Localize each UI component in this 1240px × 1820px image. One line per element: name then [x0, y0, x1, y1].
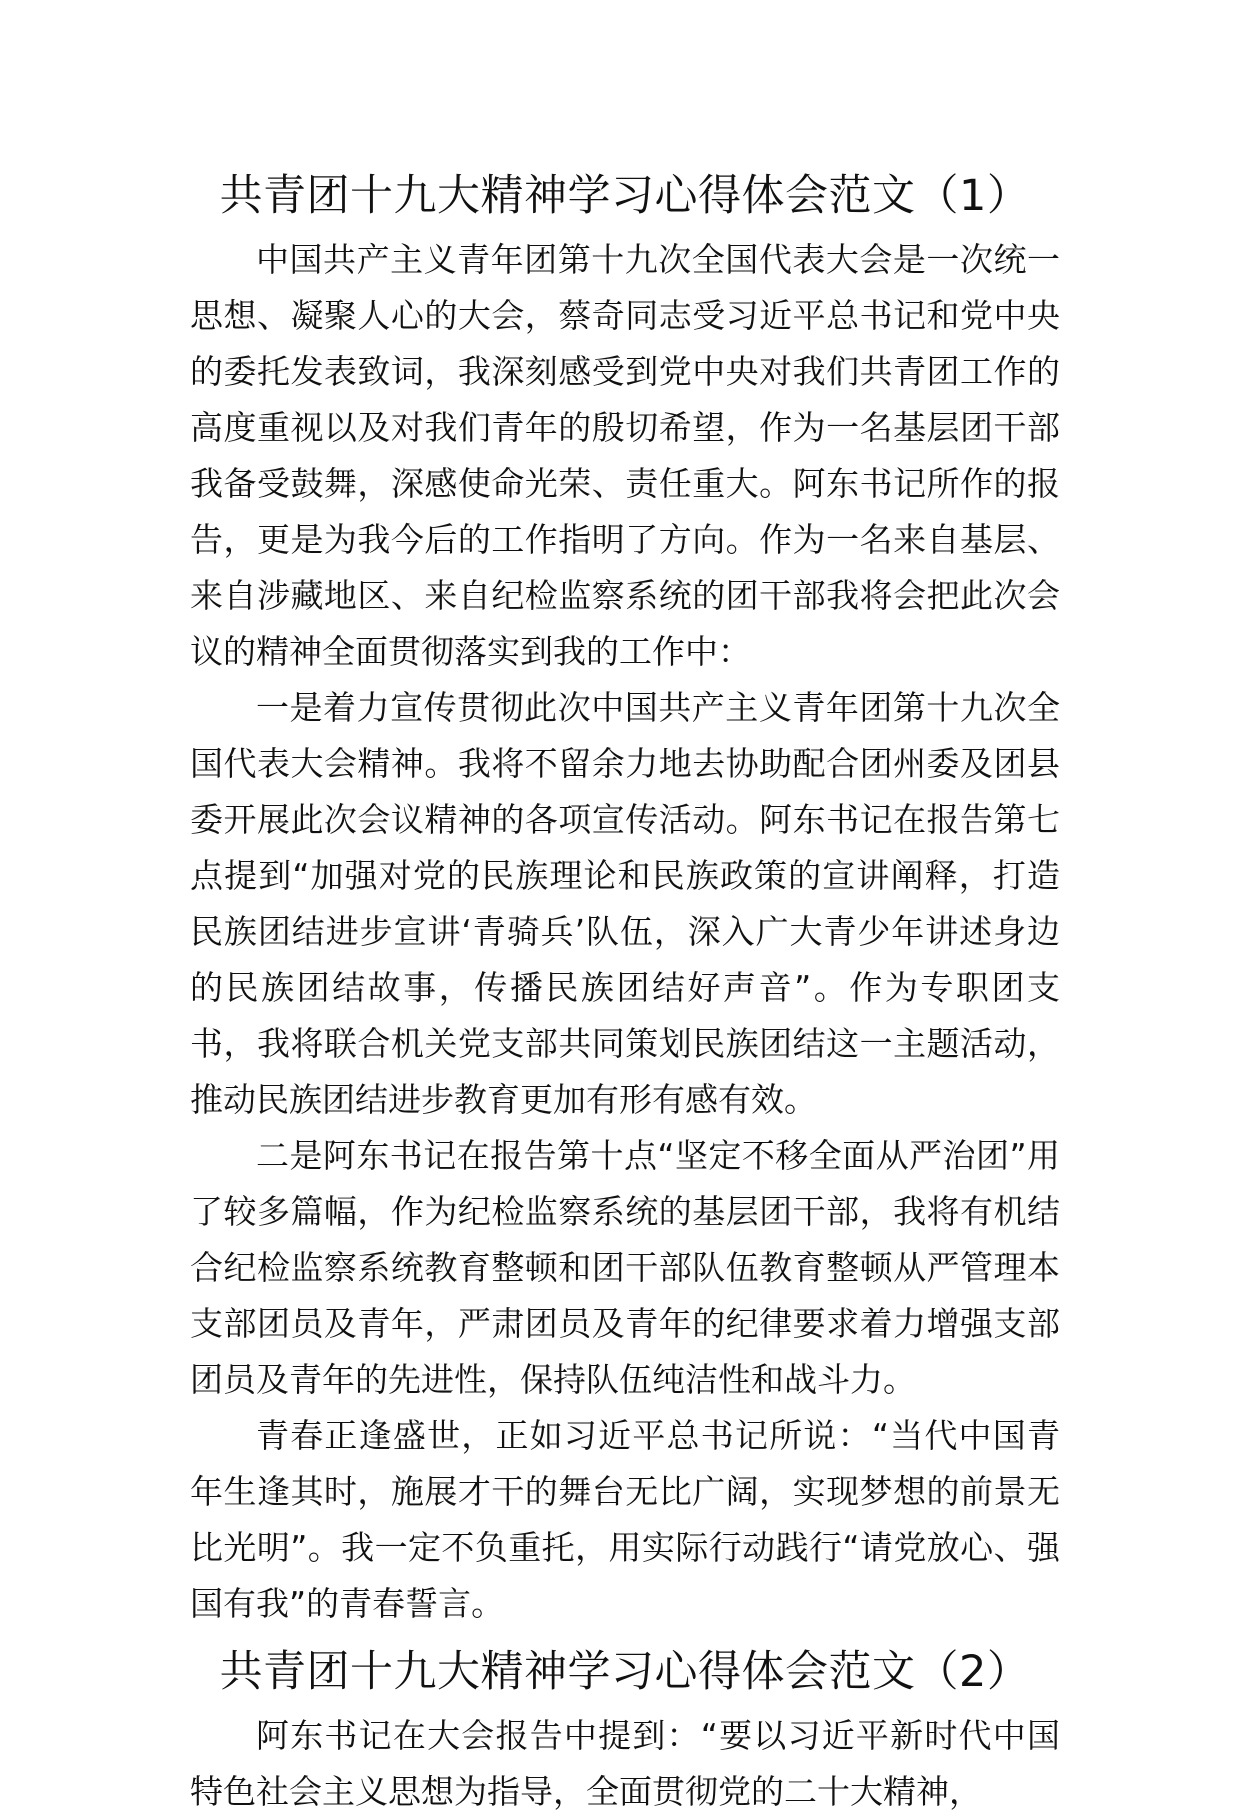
section-title-1: 共青团十九大精神学习心得体会范文（1）	[219, 171, 1031, 221]
section-title-2: 共青团十九大精神学习心得体会范文（2）	[219, 1647, 1031, 1697]
section-1-paragraph-3: 二是阿东书记在报告第十点“坚定不移全面从严治团”用了较多篇幅，作为纪检监察系统的基层团干部，我将有机结合纪检监察系统教育整顿和团干部队伍教育整顿从严管理本支部团员及青年，严肃团员及青年的纪律要求着力增强支部团员及青年的先进性，保持队伍纯洁性和战斗力。	[190, 1136, 1060, 1399]
section-1-paragraph-2: 一是着力宣传贯彻此次中国共产主义青年团第十九次全国代表大会精神。我将不留余力地去协助配合团州委及团县委开展此次会议精神的各项宣传活动。阿东书记在报告第七点提到“加强对党的民族理论和民族政策的宣讲阐释，打造民族团结进步宣讲‘青骑兵’队伍，深入广大青少年讲述身边的民族团结故事，传播民族团结好声音”。作为专职团支书，我将联合机关党支部共同策划民族团结这一主题活动，推动民族团结进步教育更加有形有感有效。	[190, 688, 1060, 1119]
document-page	[190, 160, 1060, 1820]
section-1-paragraph-1: 中国共产主义青年团第十九次全国代表大会是一次统一思想、凝聚人心的大会，蔡奇同志受习近平总书记和党中央的委托发表致词，我深刻感受到党中央对我们共青团工作的高度重视以及对我们青年的殷切希望，作为一名基层团干部我备受鼓舞，深感使命光荣、责任重大。阿东书记所作的报告，更是为我今后的工作指明了方向。作为一名来自基层、来自涉藏地区、来自纪检监察系统的团干部我将会把此次会议的精神全面贯彻落实到我的工作中：	[190, 240, 1060, 671]
section-2-paragraph-1: 阿东书记在大会报告中提到：“要以习近平新时代中国特色社会主义思想为指导，全面贯彻党的二十大精神，	[190, 1716, 1060, 1811]
section-1-paragraph-4: 青春正逢盛世，正如习近平总书记所说：“当代中国青年生逢其时，施展才干的舞台无比广阔，实现梦想的前景无比光明”。我一定不负重托，用实际行动践行“请党放心、强国有我”的青春誓言。	[190, 1416, 1060, 1623]
